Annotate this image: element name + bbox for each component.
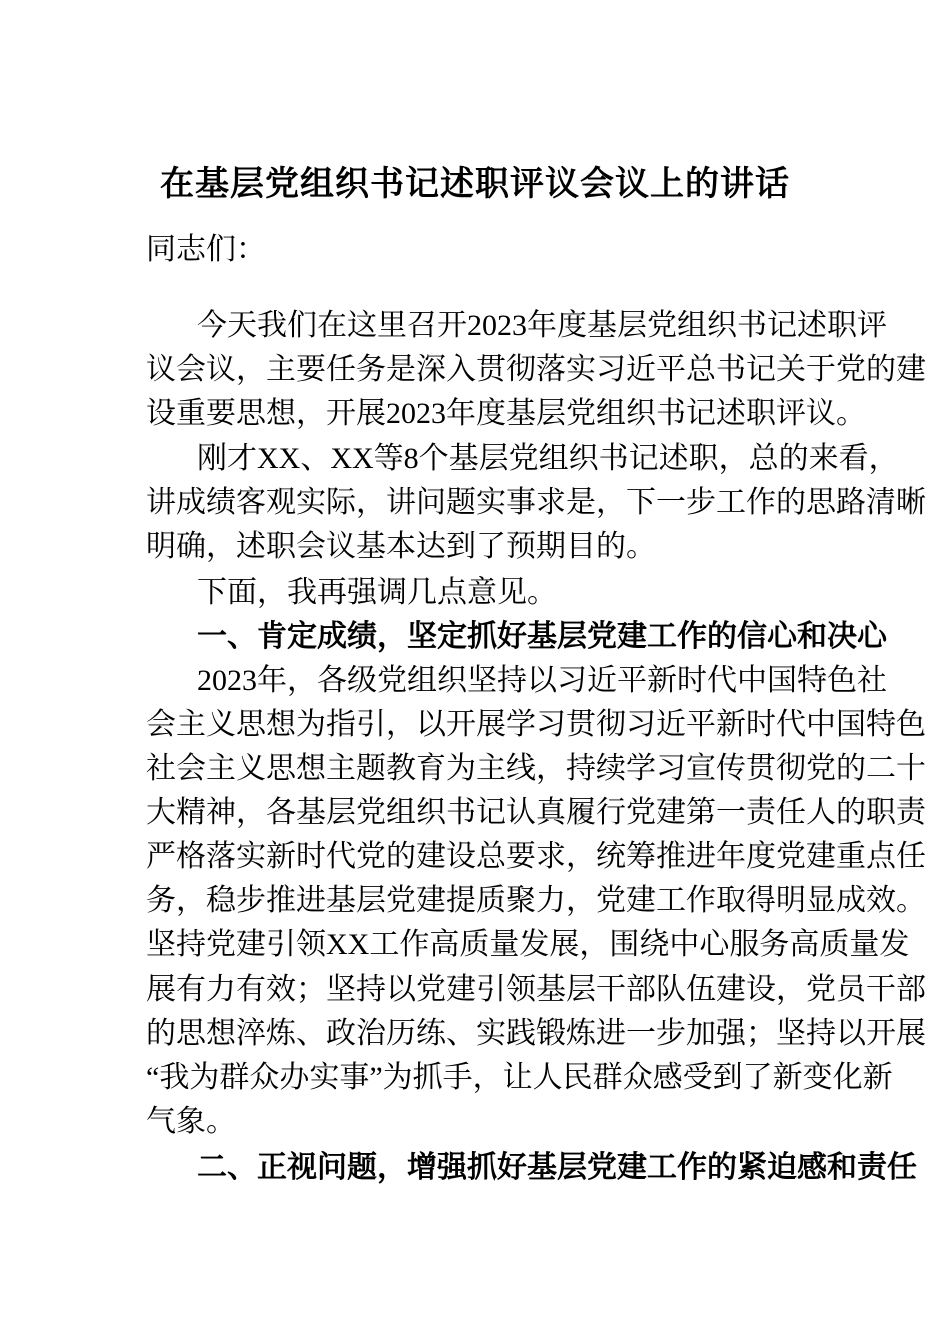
paragraph-line: 设重要思想，开展2023年度基层党组织书记述职评议。 xyxy=(146,397,866,430)
paragraph-line: 今天我们在这里召开2023年度基层党组织书记述职评 xyxy=(197,309,887,342)
section-heading-line: 二、正视问题，增强抓好基层党建工作的紧迫感和责任 xyxy=(197,1150,917,1185)
paragraph-line: 的思想淬炼、政治历练、实践锻炼进一步加强；坚持以开展 xyxy=(146,1017,926,1050)
paragraph-line: 展有力有效；坚持以党建引领基层干部队伍建设，党员干部 xyxy=(146,973,926,1006)
paragraph-line: 会主义思想为指引，以开展学习贯彻习近平新时代中国特色 xyxy=(146,708,926,741)
paragraph-line: “我为群众办实事”为抓手，让人民群众感受到了新变化新 xyxy=(146,1061,893,1094)
paragraph-line: 社会主义思想主题教育为主线，持续学习宣传贯彻党的二十 xyxy=(146,752,926,785)
paragraph-line: 坚持党建引领XX工作高质量发展，围绕中心服务高质量发 xyxy=(146,928,910,961)
paragraph-line: 刚才XX、XX等8个基层党组织书记述职，总的来看， xyxy=(197,442,899,475)
paragraph-line: 议会议，主要任务是深入贯彻落实习近平总书记关于党的建 xyxy=(146,353,926,386)
paragraph-line: 务，稳步推进基层党建提质聚力，党建工作取得明显成效。 xyxy=(146,884,926,917)
paragraph-line: 严格落实新时代党的建设总要求，统筹推进年度党建重点任 xyxy=(146,840,926,873)
paragraph-line: 气象。 xyxy=(146,1105,236,1138)
document-title: 在基层党组织书记述职评议会议上的讲话 xyxy=(160,166,790,203)
paragraph-line: 大精神，各基层党组织书记认真履行党建第一责任人的职责 xyxy=(146,796,926,829)
paragraph-line: 讲成绩客观实际，讲问题实事求是，下一步工作的思路清晰 xyxy=(146,486,926,519)
paragraph-line: 下面，我再强调几点意见。 xyxy=(197,576,557,609)
paragraph-line: 明确，述职会议基本达到了预期目的。 xyxy=(146,530,656,563)
salutation: 同志们： xyxy=(146,233,266,266)
section-heading-line: 一、肯定成绩，坚定抓好基层党建工作的信心和决心 xyxy=(197,619,887,654)
paragraph-line: 2023年，各级党组织坚持以习近平新时代中国特色社 xyxy=(197,664,887,697)
